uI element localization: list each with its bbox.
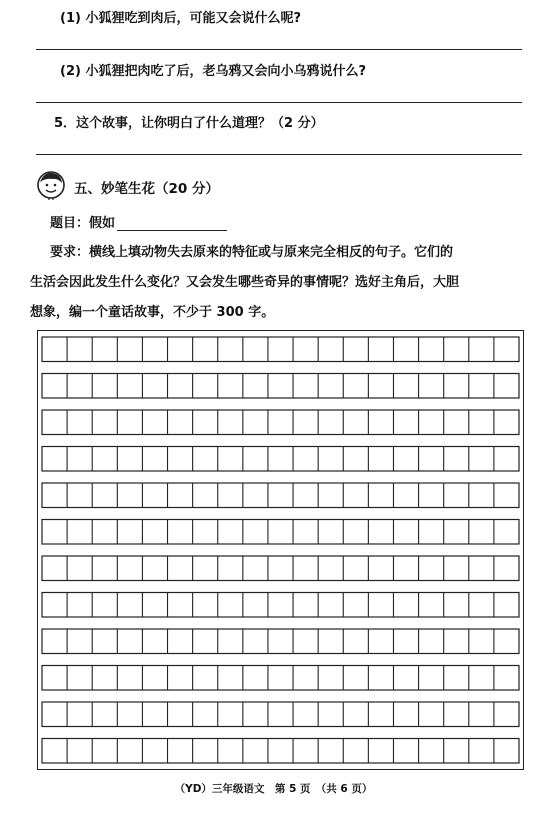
grid-row-border: [42, 666, 519, 691]
grid-row-border: [42, 520, 519, 545]
grid-row[interactable]: [42, 520, 519, 545]
grid-row[interactable]: [42, 447, 519, 472]
grid-row-border: [42, 374, 519, 399]
grid-row[interactable]: [42, 629, 519, 654]
grid-row-border: [42, 593, 519, 618]
grid-row-border: [42, 702, 519, 727]
grid-row-border: [42, 337, 519, 362]
student-avatar-icon: [36, 170, 66, 200]
question-1-text: (1) 小狐狸吃到肉后，可能又会说什么呢?: [60, 11, 301, 26]
grid-row[interactable]: [42, 374, 519, 399]
requirement-line-1: 要求：横线上填动物失去原来的特征或与原来完全相反的句子。它们的: [50, 245, 454, 260]
grid-row[interactable]: [42, 556, 519, 581]
grid-row[interactable]: [42, 739, 519, 764]
grid-row[interactable]: [42, 702, 519, 727]
grid-row[interactable]: [42, 483, 519, 508]
requirement-line-3: 想象，编一个童话故事，不少于 300 字。: [30, 305, 275, 320]
grid-row[interactable]: [42, 337, 519, 362]
section-5-heading: 五、妙笔生花（20 分）: [74, 181, 219, 197]
grid-row[interactable]: [42, 666, 519, 691]
question-5-text: 5．这个故事，让你明白了什么道理？（2 分）: [54, 116, 324, 131]
answer-line-5[interactable]: [36, 154, 522, 155]
writing-grid-cells: [38, 331, 523, 769]
grid-row-border: [42, 447, 519, 472]
page-footer: （YD）三年级语文 第 5 页 （共 6 页）: [174, 783, 373, 795]
answer-line-1[interactable]: [36, 49, 522, 50]
writing-grid[interactable]: [37, 330, 524, 770]
grid-row[interactable]: [42, 410, 519, 435]
essay-title-blank[interactable]: [117, 216, 227, 231]
answer-line-2[interactable]: [36, 102, 522, 103]
essay-title-row: [50, 212, 227, 231]
question-2-text: (2) 小狐狸把肉吃了后，老乌鸦又会向小乌鸦说什么?: [60, 64, 366, 79]
requirement-line-2: 生活会因此发生什么变化？又会发生哪些奇异的事情呢？选好主角后，大胆: [30, 275, 460, 290]
grid-row-border: [42, 556, 519, 581]
grid-row[interactable]: [42, 593, 519, 618]
grid-row-border: [42, 410, 519, 435]
essay-title-label: 题目：假如: [50, 216, 116, 231]
grid-row-border: [42, 629, 519, 654]
grid-row-border: [42, 739, 519, 764]
grid-row-border: [42, 483, 519, 508]
